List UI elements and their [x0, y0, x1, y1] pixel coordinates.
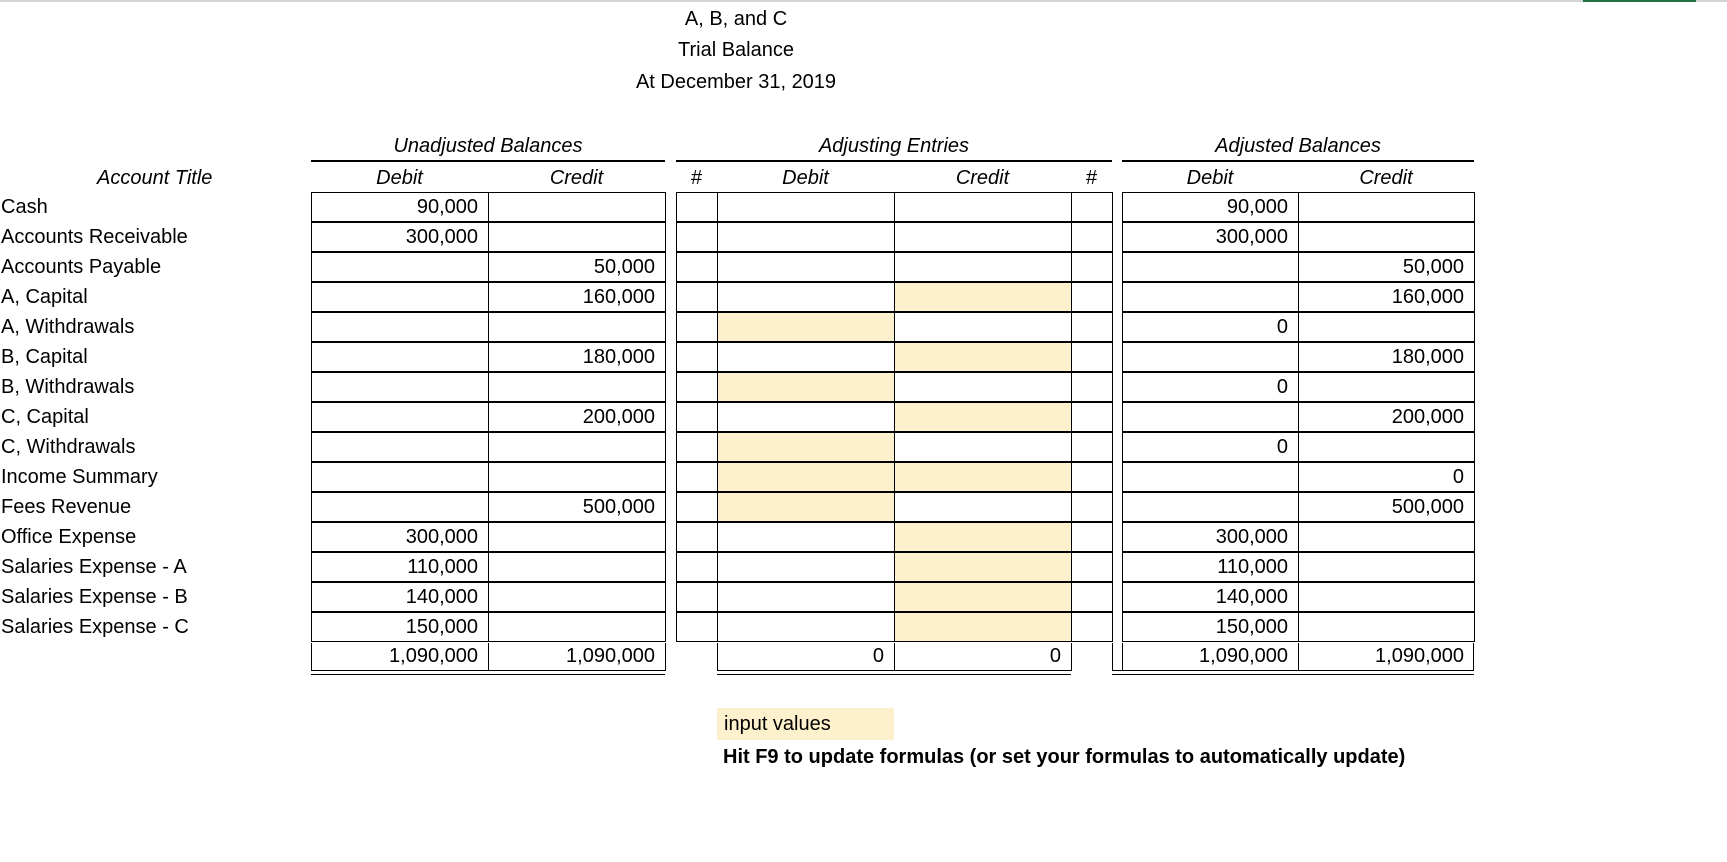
- account-title: Income Summary: [1, 466, 158, 488]
- unadj-debit-cell[interactable]: [311, 402, 489, 432]
- adj-debit-cell[interactable]: [717, 462, 895, 492]
- adj-credit-cell[interactable]: [894, 582, 1072, 612]
- account-title-header: Account Title: [97, 167, 213, 189]
- adj-ref-right-cell[interactable]: [1071, 492, 1113, 522]
- adj-ref-right-cell[interactable]: [1071, 462, 1113, 492]
- final-debit-cell[interactable]: 150,000: [1122, 612, 1299, 642]
- unadj-credit-cell[interactable]: [488, 552, 666, 582]
- unadj-debit-cell[interactable]: [311, 462, 489, 492]
- adj-ref-left-cell[interactable]: [676, 342, 718, 372]
- adj-ref-right-cell[interactable]: [1071, 312, 1113, 342]
- unadj-debit-cell[interactable]: [311, 372, 489, 402]
- adj-credit-cell[interactable]: [894, 282, 1072, 312]
- total-border: [894, 643, 895, 671]
- adjusting-underline: [676, 160, 1112, 162]
- account-title: Salaries Expense - A: [1, 556, 187, 578]
- account-title: Fees Revenue: [1, 496, 132, 518]
- adj-debit-cell[interactable]: [717, 222, 895, 252]
- adj-ref-left-cell[interactable]: [676, 552, 718, 582]
- adj-credit-cell[interactable]: [894, 372, 1072, 402]
- adj-debit-header: Debit: [782, 167, 829, 189]
- adj-ref-left-cell[interactable]: [676, 432, 718, 462]
- adj-debit-cell[interactable]: [717, 492, 895, 522]
- adj-debit-cell[interactable]: [717, 432, 895, 462]
- adj-ref-right-cell[interactable]: [1071, 402, 1113, 432]
- adj-ref-right-cell[interactable]: [1071, 342, 1113, 372]
- account-title: C, Withdrawals: [1, 436, 136, 458]
- unadjusted-underline: [311, 160, 665, 162]
- total-border: [1473, 643, 1474, 671]
- adj-credit-cell[interactable]: [894, 402, 1072, 432]
- final-debit-cell[interactable]: [1122, 462, 1299, 492]
- adjusting-header: Adjusting Entries: [818, 135, 970, 157]
- adj-credit-cell[interactable]: [894, 462, 1072, 492]
- final-credit-cell[interactable]: 50,000: [1298, 252, 1475, 282]
- ribbon-accent: [1583, 0, 1696, 2]
- unadj-debit-cell[interactable]: 300,000: [311, 222, 489, 252]
- adj-ref-left-cell[interactable]: [676, 402, 718, 432]
- unadj-debit-cell[interactable]: [311, 432, 489, 462]
- unadj-credit-cell[interactable]: [488, 612, 666, 642]
- adj-ref-left-cell[interactable]: [676, 462, 718, 492]
- adj-ref-left-cell[interactable]: [676, 582, 718, 612]
- adj-debit-cell[interactable]: [717, 312, 895, 342]
- unadj-credit-cell[interactable]: 180,000: [488, 342, 666, 372]
- adj-ref-right-cell[interactable]: [1071, 582, 1113, 612]
- unadj-debit-cell[interactable]: [311, 312, 489, 342]
- final-credit-cell[interactable]: [1298, 222, 1475, 252]
- total-border: [1122, 643, 1123, 671]
- adj-credit-cell[interactable]: [894, 492, 1072, 522]
- final-debit-cell[interactable]: 140,000: [1122, 582, 1299, 612]
- unadj-credit-cell[interactable]: [488, 222, 666, 252]
- total-unadj-debit: 1,090,000: [389, 645, 478, 667]
- total-final-credit: 1,090,000: [1375, 645, 1464, 667]
- adj-credit-cell[interactable]: [894, 312, 1072, 342]
- adj-credit-cell[interactable]: [894, 222, 1072, 252]
- final-credit-cell[interactable]: [1298, 522, 1475, 552]
- total-border: [1112, 643, 1113, 671]
- unadj-debit-cell[interactable]: [311, 342, 489, 372]
- final-credit-cell[interactable]: 160,000: [1298, 282, 1475, 312]
- adj-debit-cell[interactable]: [717, 252, 895, 282]
- adj-ref-header-right: #: [1085, 167, 1098, 189]
- unadj-debit-cell[interactable]: 110,000: [311, 552, 489, 582]
- unadj-debit-cell[interactable]: 150,000: [311, 612, 489, 642]
- unadj-debit-cell[interactable]: [311, 282, 489, 312]
- unadj-credit-cell[interactable]: [488, 462, 666, 492]
- entity-name: A, B, and C: [684, 8, 788, 30]
- final-credit-cell[interactable]: [1298, 612, 1475, 642]
- unadj-debit-cell[interactable]: 90,000: [311, 192, 489, 222]
- account-title: B, Capital: [1, 346, 88, 368]
- final-debit-cell[interactable]: 0: [1122, 432, 1299, 462]
- adj-ref-left-cell[interactable]: [676, 522, 718, 552]
- adj-debit-cell[interactable]: [717, 522, 895, 552]
- unadj-credit-cell[interactable]: 200,000: [488, 402, 666, 432]
- adj-ref-left-cell[interactable]: [676, 492, 718, 522]
- adj-ref-right-cell[interactable]: [1071, 372, 1113, 402]
- input-values-legend: input values: [717, 708, 894, 740]
- adj-credit-cell[interactable]: [894, 522, 1072, 552]
- total-adj-credit: 0: [1049, 645, 1061, 667]
- report-title: Trial Balance: [678, 39, 794, 61]
- final-credit-cell[interactable]: [1298, 312, 1475, 342]
- unadj-debit-cell[interactable]: 140,000: [311, 582, 489, 612]
- adj-ref-right-cell[interactable]: [1071, 432, 1113, 462]
- final-debit-cell[interactable]: 0: [1122, 372, 1299, 402]
- account-title: Salaries Expense - B: [1, 586, 188, 608]
- adj-ref-header-left: #: [690, 167, 703, 189]
- adj-debit-cell[interactable]: [717, 552, 895, 582]
- adj-debit-cell[interactable]: [717, 282, 895, 312]
- total-adj-debit: 0: [872, 645, 884, 667]
- total-final-debit: 1,090,000: [1199, 645, 1288, 667]
- final-credit-cell[interactable]: [1298, 372, 1475, 402]
- adjusted-header: Adjusted Balances: [1215, 135, 1381, 157]
- final-credit-cell[interactable]: [1298, 432, 1475, 462]
- adj-credit-cell[interactable]: [894, 432, 1072, 462]
- account-title: C, Capital: [1, 406, 89, 428]
- adj-debit-cell[interactable]: [717, 612, 895, 642]
- unadj-debit-cell[interactable]: [311, 492, 489, 522]
- account-title: Salaries Expense - C: [1, 616, 189, 638]
- unadj-credit-cell[interactable]: [488, 582, 666, 612]
- final-debit-cell[interactable]: 90,000: [1122, 192, 1299, 222]
- adj-credit-header: Credit: [955, 167, 1010, 189]
- final-credit-cell[interactable]: 500,000: [1298, 492, 1475, 522]
- unadj-debit-header: Debit: [376, 167, 423, 189]
- adj-debit-cell[interactable]: [717, 192, 895, 222]
- f9-note: Hit F9 to update formulas (or set your formulas to automatically update): [723, 746, 1406, 768]
- unadjusted-header: Unadjusted Balances: [393, 135, 583, 157]
- adj-ref-left-cell[interactable]: [676, 222, 718, 252]
- final-debit-cell[interactable]: [1122, 492, 1299, 522]
- unadj-credit-header: Credit: [549, 167, 604, 189]
- adj-debit-cell[interactable]: [717, 342, 895, 372]
- account-title: Cash: [1, 196, 48, 218]
- total-border: [488, 643, 489, 671]
- final-debit-cell[interactable]: [1122, 282, 1299, 312]
- account-title: Accounts Payable: [1, 256, 162, 278]
- adj-ref-left-cell[interactable]: [676, 192, 718, 222]
- final-debit-cell[interactable]: [1122, 252, 1299, 282]
- unadj-credit-cell[interactable]: 50,000: [488, 252, 666, 282]
- adj-credit-cell[interactable]: [894, 342, 1072, 372]
- top-border-line: [0, 0, 1727, 2]
- final-debit-cell[interactable]: 300,000: [1122, 222, 1299, 252]
- total-border: [665, 643, 666, 671]
- unadj-credit-cell[interactable]: [488, 312, 666, 342]
- unadj-credit-cell[interactable]: 500,000: [488, 492, 666, 522]
- adj-ref-right-cell[interactable]: [1071, 522, 1113, 552]
- adj-ref-right-cell[interactable]: [1071, 192, 1113, 222]
- total-border: [1071, 643, 1072, 671]
- final-debit-cell[interactable]: [1122, 402, 1299, 432]
- account-title: Accounts Receivable: [1, 226, 188, 248]
- adj-ref-left-cell[interactable]: [676, 312, 718, 342]
- unadj-credit-cell[interactable]: [488, 522, 666, 552]
- adjusted-underline: [1122, 160, 1474, 162]
- final-debit-cell[interactable]: 300,000: [1122, 522, 1299, 552]
- final-credit-cell[interactable]: 0: [1298, 462, 1475, 492]
- final-credit-cell[interactable]: [1298, 582, 1475, 612]
- final-debit-cell[interactable]: [1122, 342, 1299, 372]
- final-credit-header: Credit: [1359, 167, 1413, 189]
- final-credit-cell[interactable]: 200,000: [1298, 402, 1475, 432]
- adj-debit-cell[interactable]: [717, 582, 895, 612]
- final-debit-header: Debit: [1186, 167, 1234, 189]
- adj-ref-right-cell[interactable]: [1071, 252, 1113, 282]
- adj-ref-right-cell[interactable]: [1071, 612, 1113, 642]
- adj-ref-left-cell[interactable]: [676, 612, 718, 642]
- unadj-credit-cell[interactable]: [488, 192, 666, 222]
- unadj-debit-cell[interactable]: 300,000: [311, 522, 489, 552]
- total-border: [717, 643, 718, 671]
- account-title: Office Expense: [1, 526, 137, 548]
- total-unadj-credit: 1,090,000: [566, 645, 655, 667]
- unadj-credit-cell[interactable]: [488, 432, 666, 462]
- account-title: B, Withdrawals: [1, 376, 135, 398]
- adj-debit-cell[interactable]: [717, 372, 895, 402]
- adj-ref-left-cell[interactable]: [676, 282, 718, 312]
- unadj-credit-cell[interactable]: [488, 372, 666, 402]
- unadj-debit-cell[interactable]: [311, 252, 489, 282]
- report-date: At December 31, 2019: [635, 71, 837, 93]
- unadj-credit-cell[interactable]: 160,000: [488, 282, 666, 312]
- adj-debit-cell[interactable]: [717, 402, 895, 432]
- adj-ref-left-cell[interactable]: [676, 372, 718, 402]
- adj-ref-right-cell[interactable]: [1071, 222, 1113, 252]
- total-border: [1298, 643, 1299, 671]
- final-credit-cell[interactable]: 180,000: [1298, 342, 1475, 372]
- adj-ref-right-cell[interactable]: [1071, 282, 1113, 312]
- total-border: [311, 643, 312, 671]
- adj-credit-cell[interactable]: [894, 612, 1072, 642]
- account-title: A, Withdrawals: [1, 316, 135, 338]
- final-credit-cell[interactable]: [1298, 192, 1475, 222]
- adj-ref-left-cell[interactable]: [676, 252, 718, 282]
- final-credit-cell[interactable]: [1298, 552, 1475, 582]
- adj-credit-cell[interactable]: [894, 192, 1072, 222]
- final-debit-cell[interactable]: 0: [1122, 312, 1299, 342]
- adj-credit-cell[interactable]: [894, 252, 1072, 282]
- account-title: A, Capital: [1, 286, 88, 308]
- adj-credit-cell[interactable]: [894, 552, 1072, 582]
- adj-ref-right-cell[interactable]: [1071, 552, 1113, 582]
- final-total-double-underline: [1112, 670, 1474, 675]
- final-debit-cell[interactable]: 110,000: [1122, 552, 1299, 582]
